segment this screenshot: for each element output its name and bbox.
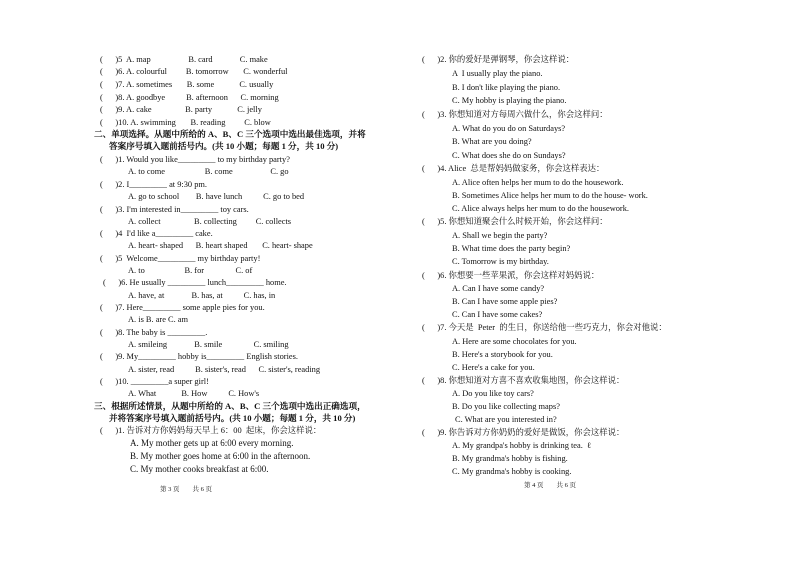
left-line: ( )6. A. colourful B. tomorrow C. wonderful — [100, 67, 288, 76]
right-line: ( )5. 你想知道聚会什么时候开始，你会这样问： — [422, 217, 608, 226]
left-line: A. heart- shaped B. heart shaped C. heart- shape — [128, 241, 313, 250]
right-line: B. What time does the party begin? — [452, 244, 571, 253]
right-line: B. Do you like collecting maps? — [452, 402, 560, 411]
left-line: ( )7. Here_________ some apple pies for you. — [100, 303, 265, 312]
right-line: B. What are you doing? — [452, 137, 532, 146]
left-line: 并将答案序号填入题前括号内。(共 10 小题；每题 1 分，共 10 分) — [109, 413, 356, 423]
right-line: B. My grandma's hobby is fishing. — [452, 454, 568, 463]
right-line: A. Alice often helps her mum to do the housework. — [452, 178, 624, 187]
right-line: C. My hobby is playing the piano. — [452, 96, 567, 105]
left-line: ( )8. The baby is _________. — [100, 328, 208, 337]
right-line: A. Shall we begin the party? — [452, 231, 548, 240]
right-line: C. My grandma's hobby is cooking. — [452, 467, 572, 476]
right-line: C. What does she do on Sundays? — [452, 151, 566, 160]
left-line: A. collect B. collecting C. collects — [128, 217, 292, 226]
left-line: ( )1. Would you like_________ to my birthday party? — [100, 155, 290, 164]
left-line: 二、单项选择。从题中所给的 A、B、C 三个选项中选出最佳选项，并将 — [94, 129, 366, 139]
page-number-left: 第 3 页 共 6 页 — [160, 486, 212, 493]
right-line: ( )6. 你想要一些苹果派，你会这样对妈妈说： — [422, 271, 600, 280]
right-line: A. My grandpa's hobby is drinking tea. ℓ — [452, 441, 592, 450]
left-line: ( )1. 告诉对方你妈妈每天早上 6：00 起床，你会这样说： — [100, 426, 322, 435]
left-line: ( )2. I_________ at 9:30 pm. — [100, 180, 208, 189]
left-line: ( )6. He usually _________ lunch_________ home. — [103, 278, 287, 287]
left-line: ( )9. A. cake B. party C. jelly — [100, 105, 262, 114]
right-line: ( )7. 今天是 Peter 的生日，你送给他一些巧克力，你会对他说： — [422, 323, 667, 332]
left-line: 答案序号填入题前括号内。(共 10 小题；每题 1 分，共 10 分) — [109, 141, 339, 151]
right-line: ( )9. 你告诉对方你奶奶的爱好是做饭，你会这样说： — [422, 428, 625, 437]
left-line: 三、根据所述情景，从题中所给的 A、B、C 三个选项中选出正确选项， — [94, 401, 366, 411]
left-line: A. is B. are C. am — [128, 315, 189, 324]
left-line: ( )5 Welcome_________ my birthday party! — [100, 254, 261, 263]
left-line: A. to B. for C. of — [128, 266, 253, 275]
right-line: C. Here's a cake for you. — [452, 363, 535, 372]
left-line: ( )10. _________a super girl! — [100, 377, 209, 386]
right-line: A. Can I have some candy? — [452, 284, 545, 293]
left-line: A. sister, read B. sister's, read C. sister's, reading — [128, 365, 321, 374]
right-line: B. Sometimes Alice helps her mum to do the house- work. — [452, 191, 648, 200]
left-line: A. to come B. come C. go — [128, 167, 289, 176]
left-line: ( )5 A. map B. card C. make — [100, 55, 268, 64]
right-line: C. Tomorrow is my birthday. — [452, 257, 549, 266]
left-line: A. What B. How C. How's — [128, 389, 260, 398]
page-number-right: 第 4 页 共 6 页 — [524, 482, 576, 489]
right-line: C. Can I have some cakes? — [452, 310, 543, 319]
left-line: B. My mother goes home at 6:00 in the afternoon. — [130, 451, 311, 461]
left-line: C. My mother cooks breakfast at 6:00. — [130, 464, 269, 474]
right-line: ( )2. 你的爱好是弹钢琴，你会这样说： — [422, 55, 575, 64]
left-line: ( )10. A. swimming B. reading C. blow — [100, 118, 271, 127]
left-line: ( )3. I'm interested in_________ toy cars. — [100, 205, 249, 214]
left-line: ( )7. A. sometimes B. some C. usually — [100, 80, 274, 89]
left-line: A. smileing B. smile C. smiling — [128, 340, 289, 349]
right-line: A. What do you do on Saturdays? — [452, 124, 566, 133]
right-line: B. I don't like playing the piano. — [452, 83, 561, 92]
right-line: ( )4. Alice 总是帮妈妈做家务，你会这样表达： — [422, 164, 605, 173]
right-line: A. Do you like toy cars? — [452, 389, 534, 398]
right-line: B. Here's a storybook for you. — [452, 350, 553, 359]
left-line: ( )8. A. goodbye B. afternoon C. morning — [100, 93, 279, 102]
right-line: ( )8. 你想知道对方喜不喜欢收集地图，你会这样说： — [422, 376, 625, 385]
left-line: A. My mother gets up at 6:00 every morning. — [130, 438, 294, 448]
left-line: ( )4 I'd like a_________ cake. — [100, 229, 213, 238]
right-line: ( )3. 你想知道对方每周六做什么，你会这样问： — [422, 110, 608, 119]
right-line: C. What are you interested in? — [455, 415, 557, 424]
right-line: C. Alice always helps her mum to do the housework. — [452, 204, 630, 213]
right-line: A. Here are some chocolates for you. — [452, 337, 577, 346]
left-line: A. have, at B. has, at C. has, in — [128, 291, 276, 300]
left-line: ( )9. My_________ hobby is_________ English stories. — [100, 352, 298, 361]
left-line: A. go to school B. have lunch C. go to bed — [128, 192, 305, 201]
right-line: B. Can I have some apple pies? — [452, 297, 558, 306]
right-line: A I usually play the piano. — [452, 69, 543, 78]
